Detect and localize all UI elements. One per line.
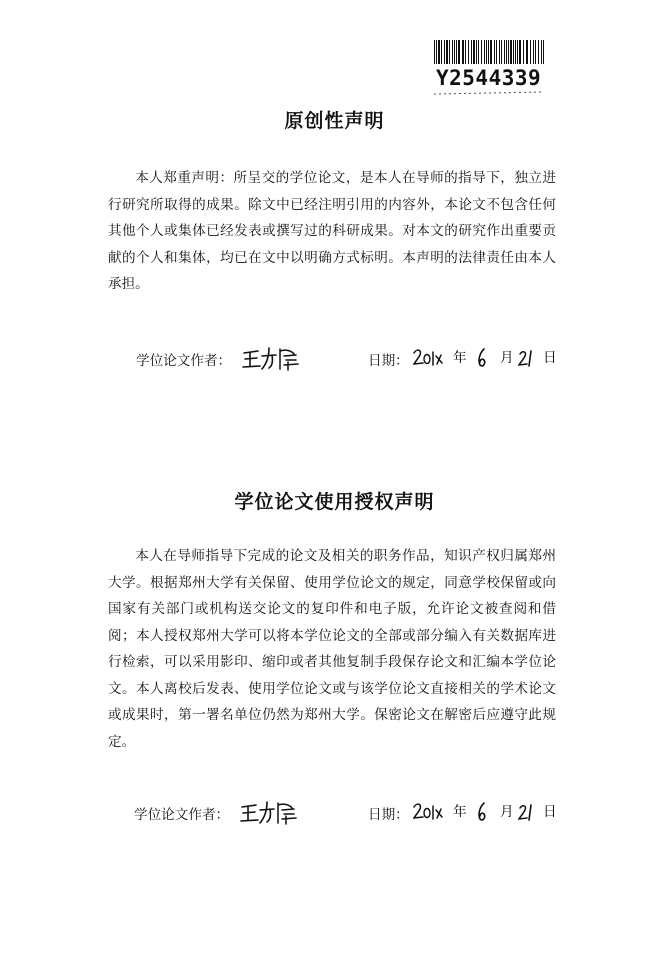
barcode-bar xyxy=(513,40,514,64)
svg-text:月: 月 xyxy=(500,350,514,366)
barcode-bar xyxy=(538,40,539,64)
barcode-bar xyxy=(501,40,502,64)
barcode-bar xyxy=(510,40,512,64)
barcode-bar xyxy=(484,40,485,64)
barcode-bar xyxy=(515,40,516,64)
barcode-bar xyxy=(458,40,460,64)
barcode-underline xyxy=(432,90,552,102)
barcode-bar xyxy=(446,40,448,64)
authorization-paragraph xyxy=(108,543,556,755)
svg-text:日: 日 xyxy=(543,350,557,366)
barcode-bar xyxy=(526,40,528,64)
originality-signature-row xyxy=(136,343,566,371)
authorization-title: 学位论文使用授权声明 xyxy=(234,491,435,513)
svg-text:日: 日 xyxy=(543,804,557,820)
barcode-bar xyxy=(465,40,466,64)
authorization-signature-row xyxy=(134,797,564,825)
svg-text:月: 月 xyxy=(500,804,514,820)
barcode-number: Y2544339 xyxy=(436,66,542,90)
svg-text:年: 年 xyxy=(453,804,467,820)
barcode-bar xyxy=(481,40,482,64)
barcode-bar xyxy=(452,40,453,64)
originality-title: 原创性声明 xyxy=(284,110,385,132)
barcode-bar xyxy=(494,40,495,64)
barcode-bar xyxy=(454,40,455,64)
barcode-bar xyxy=(468,40,469,64)
originality-body: 本人郑重声明：所呈交的学位论文，是本人在导师的指导下，独立进行研究所取得的成果。除文中已经注明引用的内容外，本论文不包含任何其他个人或集体已经发表或撰写过的科研成果。对本文的研究作出重要贡献的个人和集体，均已在文中以明确方式标明。本声明的法律责任由本人承担。 xyxy=(108,170,556,292)
barcode-bar xyxy=(441,40,442,64)
barcode-bar xyxy=(508,40,509,64)
barcode-bar xyxy=(519,40,521,64)
barcode-bar xyxy=(506,40,507,64)
barcode-bar xyxy=(486,40,487,64)
barcode-bar xyxy=(444,40,445,64)
originality-paragraph xyxy=(108,165,556,298)
barcode-bar xyxy=(490,40,492,64)
date-label: 日期： xyxy=(368,807,409,823)
barcode-bar xyxy=(434,40,435,64)
author-signature xyxy=(240,343,304,371)
barcode-bar xyxy=(438,40,440,64)
barcode xyxy=(432,40,552,90)
barcode-bar xyxy=(462,40,464,64)
barcode-bar xyxy=(456,40,457,64)
barcode-bar xyxy=(517,40,518,64)
barcode-bar xyxy=(499,40,500,64)
barcode-bar xyxy=(449,40,450,64)
barcode-bar xyxy=(496,40,497,64)
barcode-bar xyxy=(530,40,531,64)
barcode-bar xyxy=(473,40,475,64)
date-label: 日期： xyxy=(368,353,409,369)
barcode-bar xyxy=(535,40,536,64)
svg-text:年: 年 xyxy=(453,350,467,366)
barcode-bars xyxy=(432,40,550,66)
barcode-bar xyxy=(523,40,524,64)
barcode-bar xyxy=(533,40,534,64)
barcode-bar xyxy=(476,40,477,64)
barcode-bar xyxy=(504,40,505,64)
date-handwritten xyxy=(412,797,572,825)
authorization-body: 本人在导师指导下完成的论文及相关的职务作品，知识产权归属郑州大学。根据郑州大学有关保留、使用学位论文的规定，同意学校保留或向国家有关部门或机构送交论文的复印件和电子版，允许论文被查阅和借阅；本人授权郑州大学可以将本学位论文的全部或部分编入有关数据库进行检索，可以采用影印、缩印或者其他复制手段保存论文和汇编本学位论文。本人离校后发表、使用学位论文或与该学位论文直接相关的学术论文或成果时，第一署名单位仍然为郑州大学。保密论文在解密后应遵守此规定。 xyxy=(108,548,556,750)
barcode-bar xyxy=(488,40,489,64)
barcode-bar xyxy=(541,40,542,64)
barcode-bar xyxy=(543,40,544,64)
author-label: 学位论文作者： xyxy=(136,353,232,369)
barcode-bar xyxy=(436,40,437,64)
author-signature xyxy=(238,797,302,825)
author-label: 学位论文作者： xyxy=(134,807,230,823)
barcode-bar xyxy=(478,40,479,64)
barcode-bar xyxy=(471,40,472,64)
date-handwritten xyxy=(412,343,572,371)
